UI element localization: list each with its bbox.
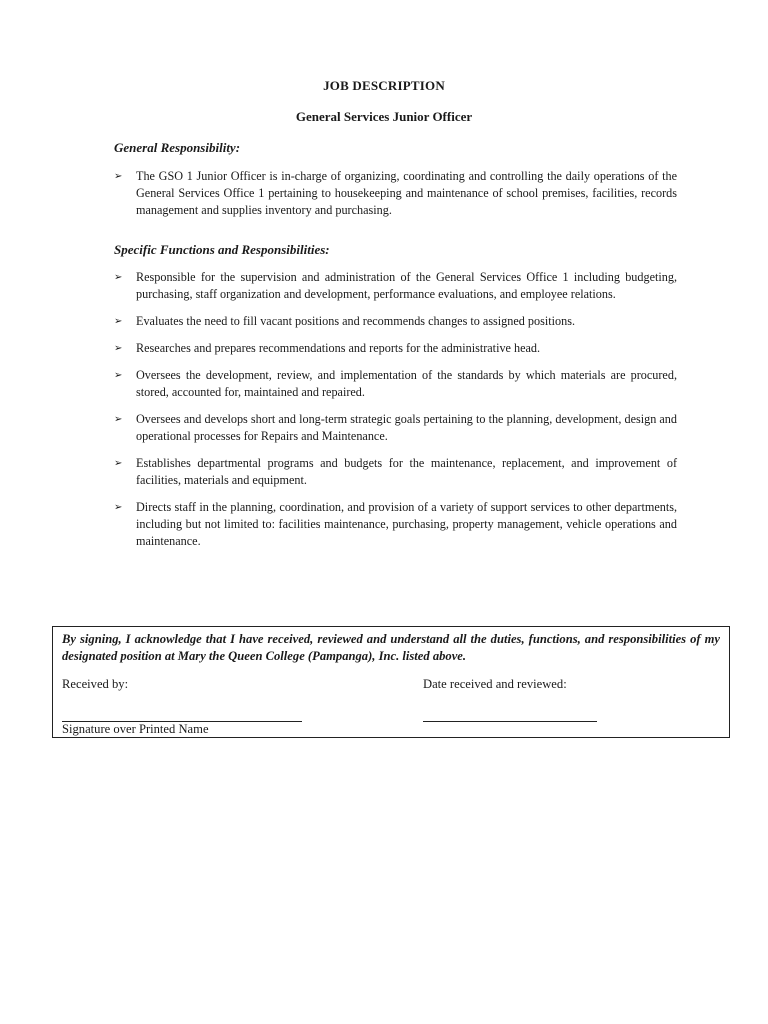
arrow-bullet-icon: ➢ [114,316,123,327]
list-item-text: Oversees the development, review, and implementation of the standards by which materials are procured, stored, accounted for, maintained and repaired. [136,368,677,399]
list-item-text: Directs staff in the planning, coordination, and provision of a variety of support services to other departments, including but not limited to: facilities maintenance, purchasing, property management, vehicle operations and maintenance. [136,500,677,548]
acknowledgement-box [52,626,730,738]
list-item-text: Oversees and develops short and long-term strategic goals pertaining to the planning, development, design and operational processes for Repairs and Maintenance. [136,412,677,443]
date-line [423,721,597,722]
date-received-label: Date received and reviewed: [423,677,567,691]
list-item [114,367,677,401]
list-item-text: Establishes departmental programs and budgets for the maintenance, replacement, and improvement of facilities, materials and equipment. [136,456,677,487]
arrow-bullet-icon: ➢ [114,272,123,283]
arrow-bullet-icon: ➢ [114,502,123,513]
general-responsibility-heading: General Responsibility: [114,140,241,155]
specific-functions-heading: Specific Functions and Responsibilities: [114,242,330,257]
arrow-bullet-icon: ➢ [114,414,123,425]
document-title: JOB DESCRIPTION [323,78,445,93]
received-by-label: Received by: [62,677,129,691]
arrow-bullet-icon: ➢ [114,343,123,354]
specific-functions-list [114,269,677,550]
list-item-text: Researches and prepares recommendations and reports for the administrative head. [136,341,541,355]
acknowledgement-text: By signing, I acknowledge that I have received, reviewed and understand all the duties, functions, and responsibilities of my designated position at Mary the Queen College (Pampanga), Inc. listed above. [62,632,720,663]
list-item-text: Evaluates the need to fill vacant positions and recommends changes to assigned positions. [136,314,575,328]
list-item [114,313,677,330]
list-item-text: The GSO 1 Junior Officer is in-charge of organizing, coordinating and controlling the daily operations of the General Services Office 1 pertaining to housekeeping and maintenance of school premises, facilities, records management and supplies inventory and purchasing. [136,169,677,217]
list-item [114,455,677,489]
list-item [114,340,677,357]
list-item [114,269,677,303]
arrow-bullet-icon: ➢ [114,458,123,469]
arrow-bullet-icon: ➢ [114,370,123,381]
general-responsibility-list [114,168,677,219]
arrow-bullet-icon: ➢ [114,171,123,182]
list-item-text: Responsible for the supervision and administration of the General Services Office 1 including budgeting, purchasing, staff organization and development, performance evaluations, and employee relations. [136,270,677,301]
document-subtitle: General Services Junior Officer [295,109,473,124]
list-item [114,168,677,219]
list-item [114,411,677,445]
list-item [114,499,677,550]
signature-caption: Signature over Printed Name [62,722,209,736]
